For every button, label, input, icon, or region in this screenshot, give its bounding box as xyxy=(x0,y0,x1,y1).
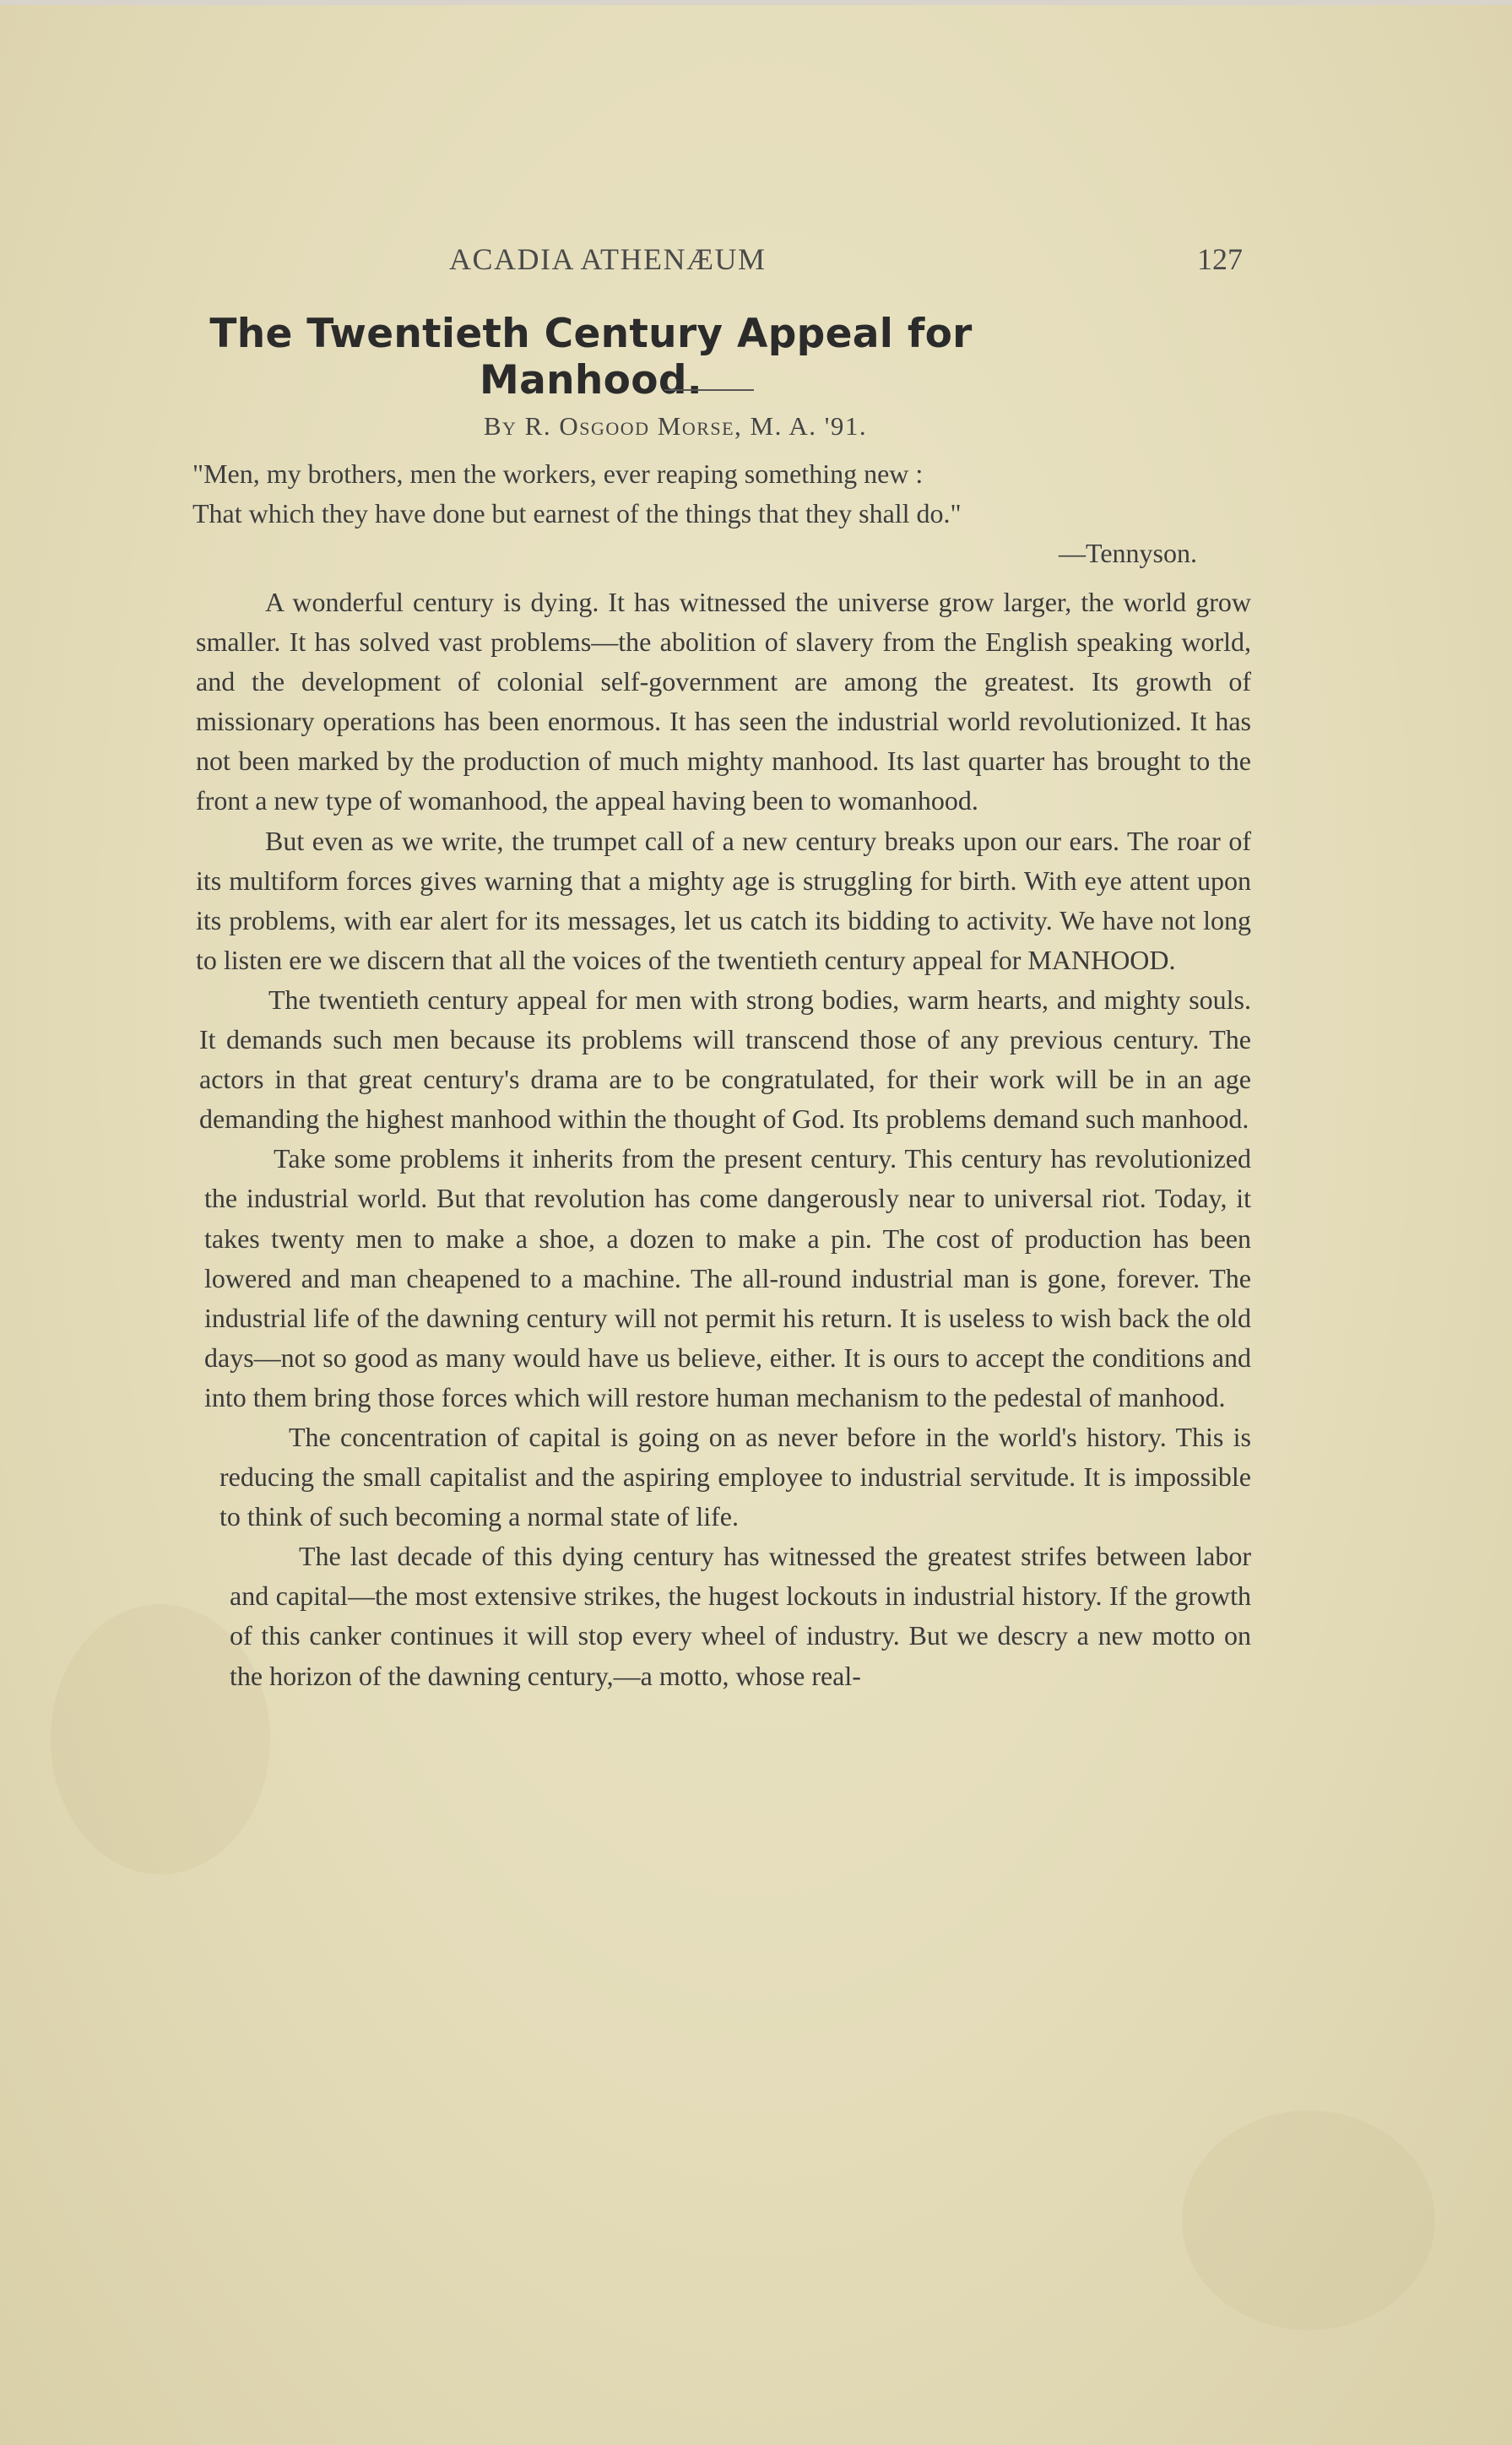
byline: By R. Osgood Morse, M. A. '91. xyxy=(483,411,868,441)
page-number: 127 xyxy=(1197,242,1243,276)
running-title: ACADIA ATHENÆUM xyxy=(449,242,767,276)
epigraph-attribution: —Tennyson. xyxy=(1059,538,1197,568)
paragraph: A wonderful century is dying. It has witnessed the universe grow larger, the world grow smaller. It has solved vast problems—the abolition of slavery from the English speaking world, and the development of colonial self-government are among the greatest. Its growth of missionary operations has been enormous. It has seen the industrial world revolutionized. It has not been marked by the production of much mighty manhood. Its last quarter has brought to the front a new type of womanhood, the appeal having been to womanhood. xyxy=(196,587,1251,816)
epigraph-line: That which they have done but earnest of the things that they shall do." xyxy=(192,498,962,529)
title-divider xyxy=(664,389,754,391)
running-head xyxy=(449,241,1243,284)
paragraph: Take some problems it inherits from the present century. This century has revolutionized the industrial world. But that revolution has come dangerously near to universal riot. Today, it takes twenty men to make a shoe, a dozen to make a pin. The cost of production has been lowered and man cheapened to a machine. The all-round industrial man is gone, forever. The industrial life of the dawning century will not permit his return. It is useless to wish back the old days—not so good as many would have us believe, either. It is ours to accept the conditions and into them bring those forces which will restore human mechanism to the pedestal of manhood. xyxy=(204,1143,1251,1412)
paragraph: The twentieth century appeal for men with strong bodies, warm hearts, and mighty souls. It demands such men because its problems will transcend those of any previous century. The actors in that great century's drama are to be congratulated, for their work will be in an age demanding the highest manhood within the thought of God. Its problems demand such manhood. xyxy=(199,984,1251,1135)
paragraph: The concentration of capital is going on as never before in the world's history. This is reducing the small capitalist and the aspiring employee to industrial servitude. It is impossible to think of such becoming a normal state of life. xyxy=(219,1421,1251,1532)
article-body xyxy=(196,583,1251,1696)
article-title: The Twentieth Century Appeal for Manhood. xyxy=(209,311,973,404)
epigraph-line: "Men, my brothers, men the workers, ever reaping something new : xyxy=(192,458,924,489)
paper-stain xyxy=(1182,2111,1435,2330)
page-top-edge xyxy=(0,0,1512,5)
paragraph: The last decade of this dying century has witnessed the greatest strifes between labor and capital—the most extensive strikes, the hugest lockouts in industrial history. If the growth of this canker continues it will stop every wheel of industry. But we descry a new motto on the horizon of the dawning century,—a motto, whose real- xyxy=(230,1541,1251,1691)
paragraph: But even as we write, the trumpet call of a new century breaks upon our ears. The roar of its multiform forces gives warning that a mighty age is struggling for birth. With eye attent upon its problems, with ear alert for its messages, let us catch its bidding to activity. We have not long to listen ere we discern that all the voices of the twentieth century appeal for MANHOOD. xyxy=(196,825,1251,975)
epigraph xyxy=(192,454,1248,573)
